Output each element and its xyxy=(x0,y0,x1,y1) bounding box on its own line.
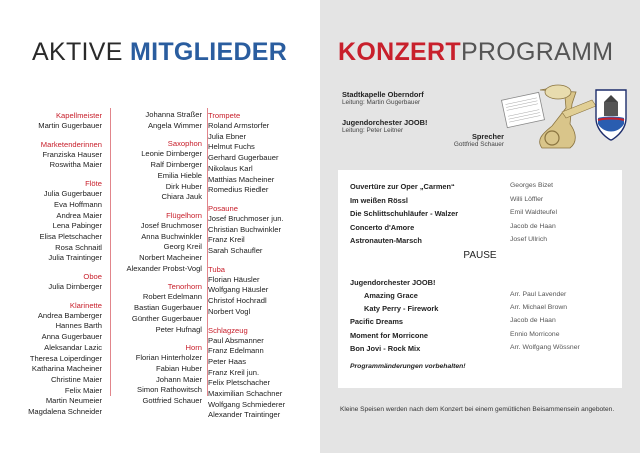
member-name: Bastian Gugerbauer xyxy=(134,303,202,313)
section-heading: Saxophon xyxy=(167,139,202,149)
composer: Josef Ullrich xyxy=(510,236,548,243)
section-heading: Tenorhorn xyxy=(167,282,202,292)
section-fl-te xyxy=(10,178,102,264)
ensemble-name: Jugendorchester JOOB! xyxy=(342,118,428,127)
member-name: Rosa Schnaitl xyxy=(55,242,102,252)
member-name: Florian Häusler xyxy=(208,274,260,284)
section-heading: Oboe xyxy=(83,272,102,282)
sheet-music-icon xyxy=(502,92,545,127)
member-name: Felix Pletschacher xyxy=(208,378,271,388)
member-name: Paul Absmanner xyxy=(208,335,264,345)
section-heading: Flügelhorn xyxy=(166,210,202,220)
members-column-3 xyxy=(208,110,308,428)
member-name: Norbert Vogl xyxy=(208,306,251,316)
members-column-2 xyxy=(106,110,202,414)
member-name: Martin Gugerbauer xyxy=(38,121,102,130)
member-name: Angela Wimmer xyxy=(147,120,202,130)
section-tuba xyxy=(208,264,308,318)
member-name: Alexander Traintinger xyxy=(208,410,281,420)
program-item xyxy=(350,317,610,326)
member-name: Josef Bruchmoser xyxy=(140,220,202,230)
composer: Arr. Wolfgang Wössner xyxy=(510,344,580,351)
section-continued xyxy=(106,110,202,131)
piece-title: Pacific Dreams xyxy=(350,317,403,326)
joob-heading xyxy=(350,278,435,287)
member-name: Hannes Barth xyxy=(55,321,102,331)
member-name: Matthias Macheiner xyxy=(208,174,275,184)
member-name: Leonie Dirnberger xyxy=(141,149,202,159)
program-item xyxy=(364,291,610,300)
members-title-bold: MITGLIEDER xyxy=(129,38,288,66)
member-name: Florian Hinterholzer xyxy=(135,353,202,363)
member-name: Christof Hochradl xyxy=(208,296,267,306)
section-oboe xyxy=(10,271,102,293)
piece-title: Ouvertüre zur Oper „Carmen“ xyxy=(350,182,455,191)
piece-title: Concerto d'Amore xyxy=(350,222,415,232)
member-name: Georg Kreil xyxy=(163,242,202,252)
program-item xyxy=(350,196,610,205)
member-name: Felix Maier xyxy=(64,385,102,395)
program-page xyxy=(320,0,640,453)
program-title-thin: PROGRAMM xyxy=(460,38,614,66)
speaker-label: Sprecher xyxy=(471,132,504,141)
speaker-name: Gottfried Schauer xyxy=(453,141,504,148)
program-title-bold: KONZERT xyxy=(338,38,461,66)
member-name: Magdalena Schneider xyxy=(28,407,102,417)
program-change-note: Programmänderungen vorbehalten! xyxy=(350,363,466,370)
section-heading: Horn xyxy=(185,343,202,353)
piece-title: Astronauten-Marsch xyxy=(350,236,422,245)
member-name: Roswitha Maier xyxy=(49,160,102,170)
member-name: Katharina Macheiner xyxy=(31,364,102,374)
members-title xyxy=(32,38,287,67)
member-name: Aleksandar Lazic xyxy=(44,342,102,352)
section-posaune xyxy=(208,203,308,257)
program-box xyxy=(338,170,622,388)
member-name: Norbert Macheiner xyxy=(139,253,202,263)
section-heading: Tuba xyxy=(208,264,226,274)
joob-heading-text: Jugendorchester JOOB! xyxy=(350,278,436,287)
section-heading: Trompete xyxy=(208,111,241,120)
section-heading: Schlagzeug xyxy=(208,325,248,335)
section-heading: Posaune xyxy=(208,203,238,213)
member-name: Maximilian Schachner xyxy=(208,389,283,399)
ensemble-stadtkapelle xyxy=(342,90,424,107)
member-name: Chiara Jauk xyxy=(161,192,202,202)
town-crest-icon xyxy=(596,90,626,140)
member-name: Gerhard Gugerbauer xyxy=(208,153,279,163)
member-name: Christian Buchwinkler xyxy=(208,224,282,234)
piece-title: Die Schlittschuhläufer - Walzer xyxy=(350,209,459,218)
member-name: Roland Armstorfer xyxy=(208,121,270,130)
program-item xyxy=(350,344,610,353)
member-name: Eva Hoffmann xyxy=(54,199,102,209)
program-item xyxy=(350,236,610,245)
member-name: Nikolaus Karl xyxy=(208,163,253,173)
members-column-1 xyxy=(10,110,102,425)
instruments-and-crest-illustration xyxy=(500,82,630,152)
member-name: Peter Haas xyxy=(208,356,246,366)
member-name: Josef Bruchmoser jun. xyxy=(208,213,284,223)
member-name: Julia Traintinger xyxy=(48,253,102,263)
piece-title: Katy Perry - Firework xyxy=(364,304,439,313)
program-item xyxy=(350,223,610,232)
section-saxophon xyxy=(106,138,202,203)
piece-title: Amazing Grace xyxy=(364,291,418,300)
section-heading: Klarinette xyxy=(69,300,102,310)
section-heading: Flöte xyxy=(85,179,102,189)
member-name: Franz Kreil jun. xyxy=(208,367,260,377)
speaker xyxy=(444,132,504,149)
section-schlagzeug xyxy=(208,325,308,422)
member-name: Emilia Hieble xyxy=(157,170,202,180)
members-title-thin: AKTIVE xyxy=(32,38,130,66)
member-name: Johanna Straßer xyxy=(145,110,202,119)
member-name: Anna Gugerbauer xyxy=(41,332,102,342)
member-name: Franziska Hauser xyxy=(42,149,102,159)
member-name: Anna Buchwinkler xyxy=(141,231,202,241)
section-heading: Kapellmeister xyxy=(55,111,102,120)
composer: Jacob de Haan xyxy=(510,222,556,230)
member-name: Christine Maier xyxy=(50,374,102,384)
member-name: Peter Hufnagl xyxy=(155,324,202,334)
section-fl-gelhorn xyxy=(106,210,202,275)
program-item xyxy=(350,331,610,340)
member-name: Ralf Dirnberger xyxy=(150,160,202,170)
section-kapellmeister xyxy=(10,110,102,132)
member-name: Andrea Bamberger xyxy=(37,310,102,320)
member-name: Alexander Probst-Vogl xyxy=(126,263,202,273)
member-name: Lena Pabinger xyxy=(52,221,102,231)
member-name: Johann Maier xyxy=(155,374,202,384)
composer: Willi Löffler xyxy=(510,195,544,203)
member-name: Simon Rathowitsch xyxy=(137,385,202,395)
member-name: Wolfgang Schmiederer xyxy=(208,399,286,409)
member-name: Franz Edelmann xyxy=(208,346,264,356)
member-name: Helmut Fuchs xyxy=(208,142,255,152)
member-name: Günther Gugerbauer xyxy=(131,313,202,323)
member-name: Romedius Riedler xyxy=(208,185,269,195)
member-name: Wolfgang Häusler xyxy=(208,285,269,295)
section-tenorhorn xyxy=(106,281,202,335)
section-marketenderinnen xyxy=(10,139,102,171)
member-name: Andrea Maier xyxy=(56,210,102,220)
ensemble-joob xyxy=(342,118,427,135)
composer: Emil Waldteufel xyxy=(510,209,557,216)
composer: Arr. Michael Brown xyxy=(510,304,568,311)
section-horn xyxy=(106,342,202,407)
member-name: Franz Kreil xyxy=(208,235,245,245)
member-name: Dirk Huber xyxy=(165,181,202,191)
program-item xyxy=(364,304,610,313)
piece-title: Bon Jovi - Rock Mix xyxy=(350,344,421,353)
program-title xyxy=(338,38,613,67)
member-name: Robert Edelmann xyxy=(142,292,202,302)
member-name: Julia Gugerbauer xyxy=(43,189,102,199)
ensemble-leader: Leitung: Martin Gugerbauer xyxy=(342,99,421,106)
program-item xyxy=(350,182,610,191)
composer: Jacob de Haan xyxy=(510,317,556,324)
member-name: Gottfried Schauer xyxy=(142,396,202,406)
member-name: Sarah Schaufler xyxy=(208,246,263,256)
member-name: Martin Neumeier xyxy=(45,396,102,406)
program-item xyxy=(350,209,610,218)
piece-title: Moment for Morricone xyxy=(350,330,429,340)
composer: Ennio Morricone xyxy=(510,330,560,338)
member-name: Elisa Pletschacher xyxy=(39,231,102,241)
ensemble-leader: Leitung: Peter Leitner xyxy=(342,127,404,134)
member-name: Julia Ebner xyxy=(208,131,246,141)
footer-note: Kleine Speisen werden nach dem Konzert bei einem gemütlichen Beisammensein angeboten. xyxy=(340,406,615,413)
pause-label: PAUSE xyxy=(463,250,497,261)
member-name: Theresa Loiperdinger xyxy=(29,353,102,363)
section-trompete xyxy=(208,110,308,196)
composer: Arr. Paul Lavender xyxy=(510,291,567,298)
section-heading: Marketenderinnen xyxy=(40,139,102,149)
member-name: Fabian Huber xyxy=(155,363,202,373)
composer: Georges Bizet xyxy=(510,182,554,189)
ensemble-name: Stadtkapelle Oberndorf xyxy=(342,90,424,99)
member-name: Julia Dirnberger xyxy=(48,282,102,292)
piece-title: Im weißen Rössl xyxy=(350,195,408,205)
section-klarinette xyxy=(10,300,102,418)
